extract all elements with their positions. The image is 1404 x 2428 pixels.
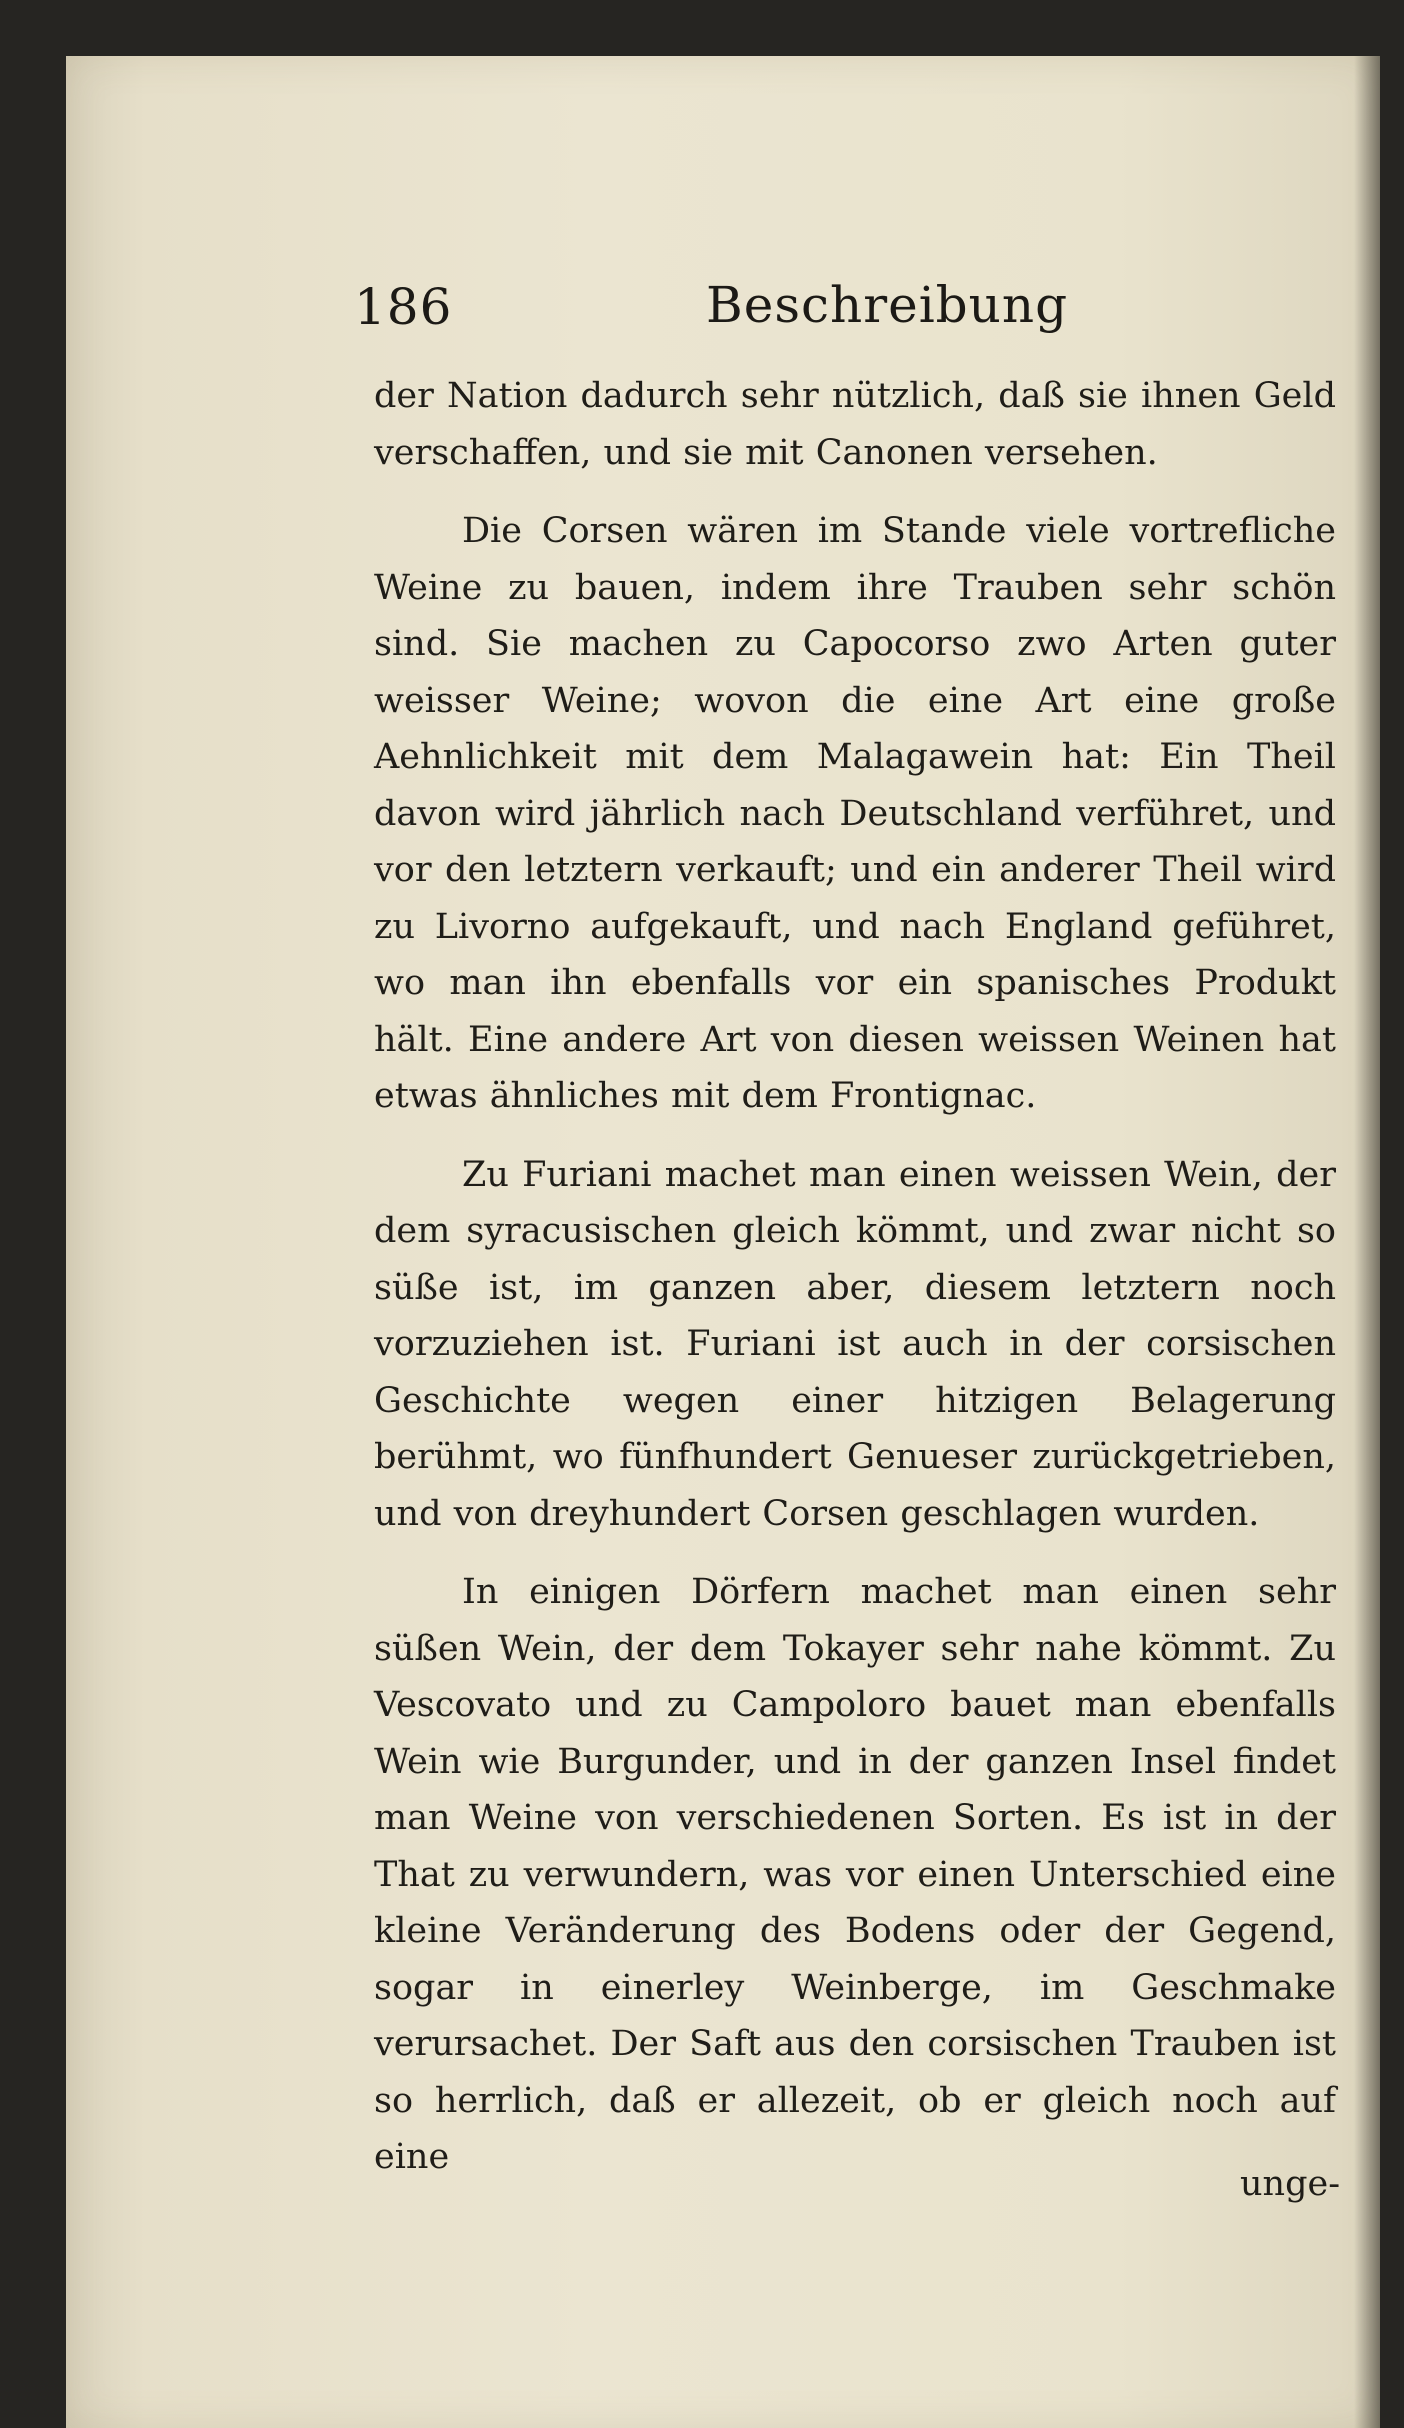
catchword: unge- bbox=[1240, 2164, 1341, 2204]
paragraph-3: Zu Furiani machet man einen weissen Wein, der dem syracusischen gleich kömmt, und zwar nicht so süße ist, im ganzen aber, diesem letztern noch vorzuziehen ist. Furiani ist auch in der corsischen Geschichte wegen einer hitzigen Belagerung berühmt, wo fünfhundert Genueser zurückgetrieben, und von dreyhundert Corsen geschlagen wurden. bbox=[374, 1154, 1336, 1534]
paragraph-1: der Nation dadurch sehr nützlich, daß sie ihnen Geld verschaffen, und sie mit Canonen versehen. bbox=[374, 376, 1336, 473]
paragraph-4: In einigen Dörfern machet man einen sehr süßen Wein, der dem Tokayer sehr nahe kömmt. Zu Vescovato und zu Campoloro bauet man ebenfalls Wein wie Burgunder, und in der ganzen Insel findet man Weine von verschiedenen Sorten. Es ist in der That zu verwundern, was vor einen Unterschied eine kleine Veränderung des Bodens oder der Gegend, sogar in einerley Weinberge, im Geschmake verursachet. Der Saft aus den corsischen Trauben ist so herrlich, daß er allezeit, ob er gleich noch auf eine bbox=[374, 1572, 1336, 2177]
page-gutter-shadow bbox=[1354, 56, 1380, 2428]
running-head bbox=[66, 264, 1380, 354]
book-page bbox=[66, 56, 1380, 2428]
page-number: 186 bbox=[354, 278, 453, 336]
body-text bbox=[374, 368, 1336, 2186]
paragraph-2: Die Corsen wären im Stande viele vortrefliche Weine zu bauen, indem ihre Trauben sehr schön sind. Sie machen zu Capocorso zwo Arten guter weisser Weine; wovon die eine Art eine große Aehnlichkeit mit dem Malagawein hat: Ein Theil davon wird jährlich nach Deutschland verführet, und vor den letztern verkauft; und ein anderer Theil wird zu Livorno aufgekauft, und nach England geführet, wo man ihn ebenfalls vor ein spanisches Produkt hält. Eine andere Art von diesen weissen Weinen hat etwas ähnliches mit dem Frontignac. bbox=[374, 511, 1336, 1116]
running-title: Beschreibung bbox=[706, 276, 1069, 334]
